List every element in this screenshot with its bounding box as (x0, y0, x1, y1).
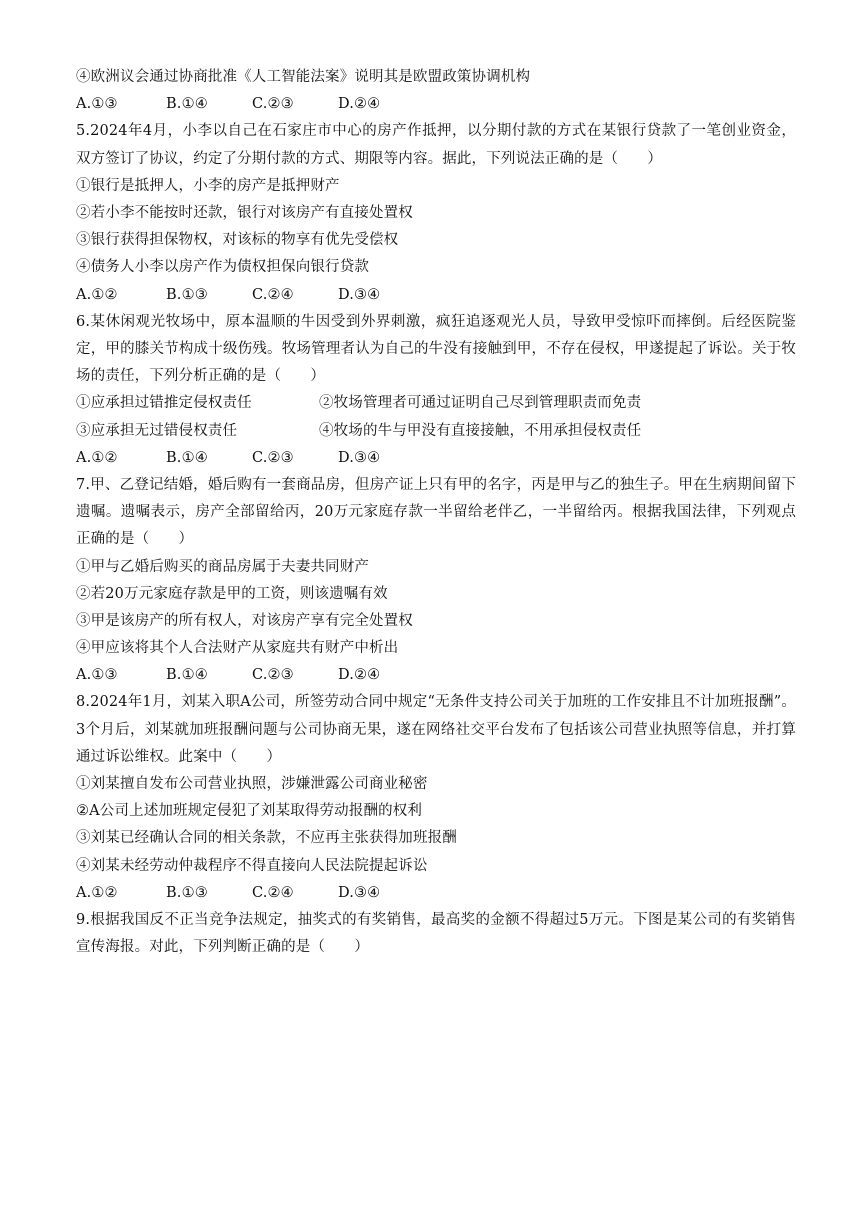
q8-option-2: ②A公司上述加班规定侵犯了刘某取得劳动报酬的权利 (76, 803, 423, 820)
q4-answer-choices (76, 91, 796, 118)
q5-stem: 5.2024年4月，小李以自己在石家庄市中心的房产作抵押，以分期付款的方式在某银行贷款了一笔创业资金，双方签订了协议，约定了分期付款的方式、期限等内容。据此，下列说法正确的是（ ） (76, 123, 796, 167)
q4-choice-b: B.①④ (166, 96, 208, 113)
q7-answer-choices (76, 662, 796, 689)
q6-option-1: ①应承担过错推定侵权责任 (76, 395, 252, 412)
q8-answer-choices (76, 880, 796, 907)
q5-choice-a: A.①② (76, 286, 118, 303)
q5-answer-choices (76, 282, 796, 309)
q7-choice-c: C.②③ (252, 667, 294, 684)
q4-choice-d: D.②④ (338, 96, 381, 113)
q5-option-1: ①银行是抵押人，小李的房产是抵押财产 (76, 177, 340, 194)
q7-option-2: ②若20万元家庭存款是甲的工资，则该遗嘱有效 (76, 585, 388, 602)
q6-choice-b: B.①④ (166, 449, 208, 466)
q9-stem: 9.根据我国反不正当竞争法规定，抽奖式的有奖销售，最高奖的金额不得超过5万元。下图是某公司的有奖销售宣传海报。对此，下列判断正确的是（ ） (76, 911, 796, 956)
q8-option-1: ①刘某擅自发布公司营业执照，涉嫌泄露公司商业秘密 (76, 776, 428, 793)
q6-choice-c: C.②③ (252, 449, 294, 466)
q8-choice-a: A.①② (76, 884, 118, 901)
q8-stem: 8.2024年1月，刘某入职A公司，所签劳动合同中规定“无条件支持公司关于加班的工作安排且不计加班报酬”。3个月后，刘某就加班报酬问题与公司协商无果，遂在网络社交平台发布了包括该公司营业执照等信息，并打算通过诉讼维权。此案中（ ） (76, 694, 796, 765)
q8-choice-b: B.①③ (166, 884, 208, 901)
q7-option-4: ④甲应该将其个人合法财产从家庭共有财产中析出 (76, 640, 399, 657)
q7-choice-a: A.①③ (76, 667, 118, 684)
q8-choice-d: D.③④ (338, 884, 381, 901)
q6-options-row-2 (76, 418, 796, 445)
q7-stem: 7.甲、乙登记结婚，婚后购有一套商品房，但房产证上只有甲的名字，丙是甲与乙的独生子。甲在生病期间留下遗嘱。遗嘱表示，房产全部留给丙，20万元家庭存款一半留给老伴乙，一半留给丙。根据我国法律，下列观点正确的是（ ） (76, 476, 796, 548)
q6-options-row-1 (76, 390, 796, 417)
q5-choice-d: D.③④ (338, 286, 381, 303)
q6-choice-a: A.①② (76, 449, 118, 466)
q4-option-4: ④欧洲议会通过协商批准《人工智能法案》说明其是欧盟政策协调机构 (76, 69, 531, 85)
q5-choice-c: C.②④ (252, 286, 294, 303)
q6-option-4: ④牧场的牛与甲没有直接接触，不用承担侵权责任 (319, 422, 642, 439)
q6-stem: 6.某休闲观光牧场中，原本温顺的牛因受到外界刺激，疯狂追逐观光人员，导致甲受惊吓而摔倒。后经医院鉴定，甲的膝关节构成十级伤残。牧场管理者认为自己的牛没有接触到甲，不存在侵权，甲遂提起了诉讼。关于牧场的责任，下列分析正确的是（ ） (76, 313, 796, 385)
q8-option-4: ④刘某未经劳动仲裁程序不得直接向人民法院提起诉讼 (76, 857, 428, 874)
q5-choice-b: B.①③ (166, 286, 208, 303)
q8-choice-c: C.②④ (252, 884, 294, 901)
q7-choice-d: D.②④ (338, 667, 381, 684)
exam-page (76, 64, 796, 961)
q4-choice-c: C.②③ (252, 96, 294, 113)
q7-choice-b: B.①④ (166, 667, 208, 684)
q5-option-3: ③银行获得担保物权，对该标的物享有优先受偿权 (76, 232, 399, 249)
q5-option-2: ②若小李不能按时还款，银行对该房产有直接处置权 (76, 204, 413, 221)
q4-choice-a: A.①③ (76, 96, 118, 113)
q6-option-3: ③应承担无过错侵权责任 (76, 422, 238, 439)
q7-option-1: ①甲与乙婚后购买的商品房属于夫妻共同财产 (76, 558, 369, 575)
q6-option-2: ②牧场管理者可通过证明自己尽到管理职责而免责 (319, 395, 642, 412)
q5-option-4: ④债务人小李以房产作为债权担保向银行贷款 (76, 259, 369, 276)
q6-choice-d: D.③④ (338, 449, 381, 466)
q6-answer-choices (76, 445, 796, 472)
q7-option-3: ③甲是该房产的所有权人，对该房产享有完全处置权 (76, 612, 413, 629)
q8-option-3: ③刘某已经确认合同的相关条款，不应再主张获得加班报酬 (76, 830, 457, 847)
